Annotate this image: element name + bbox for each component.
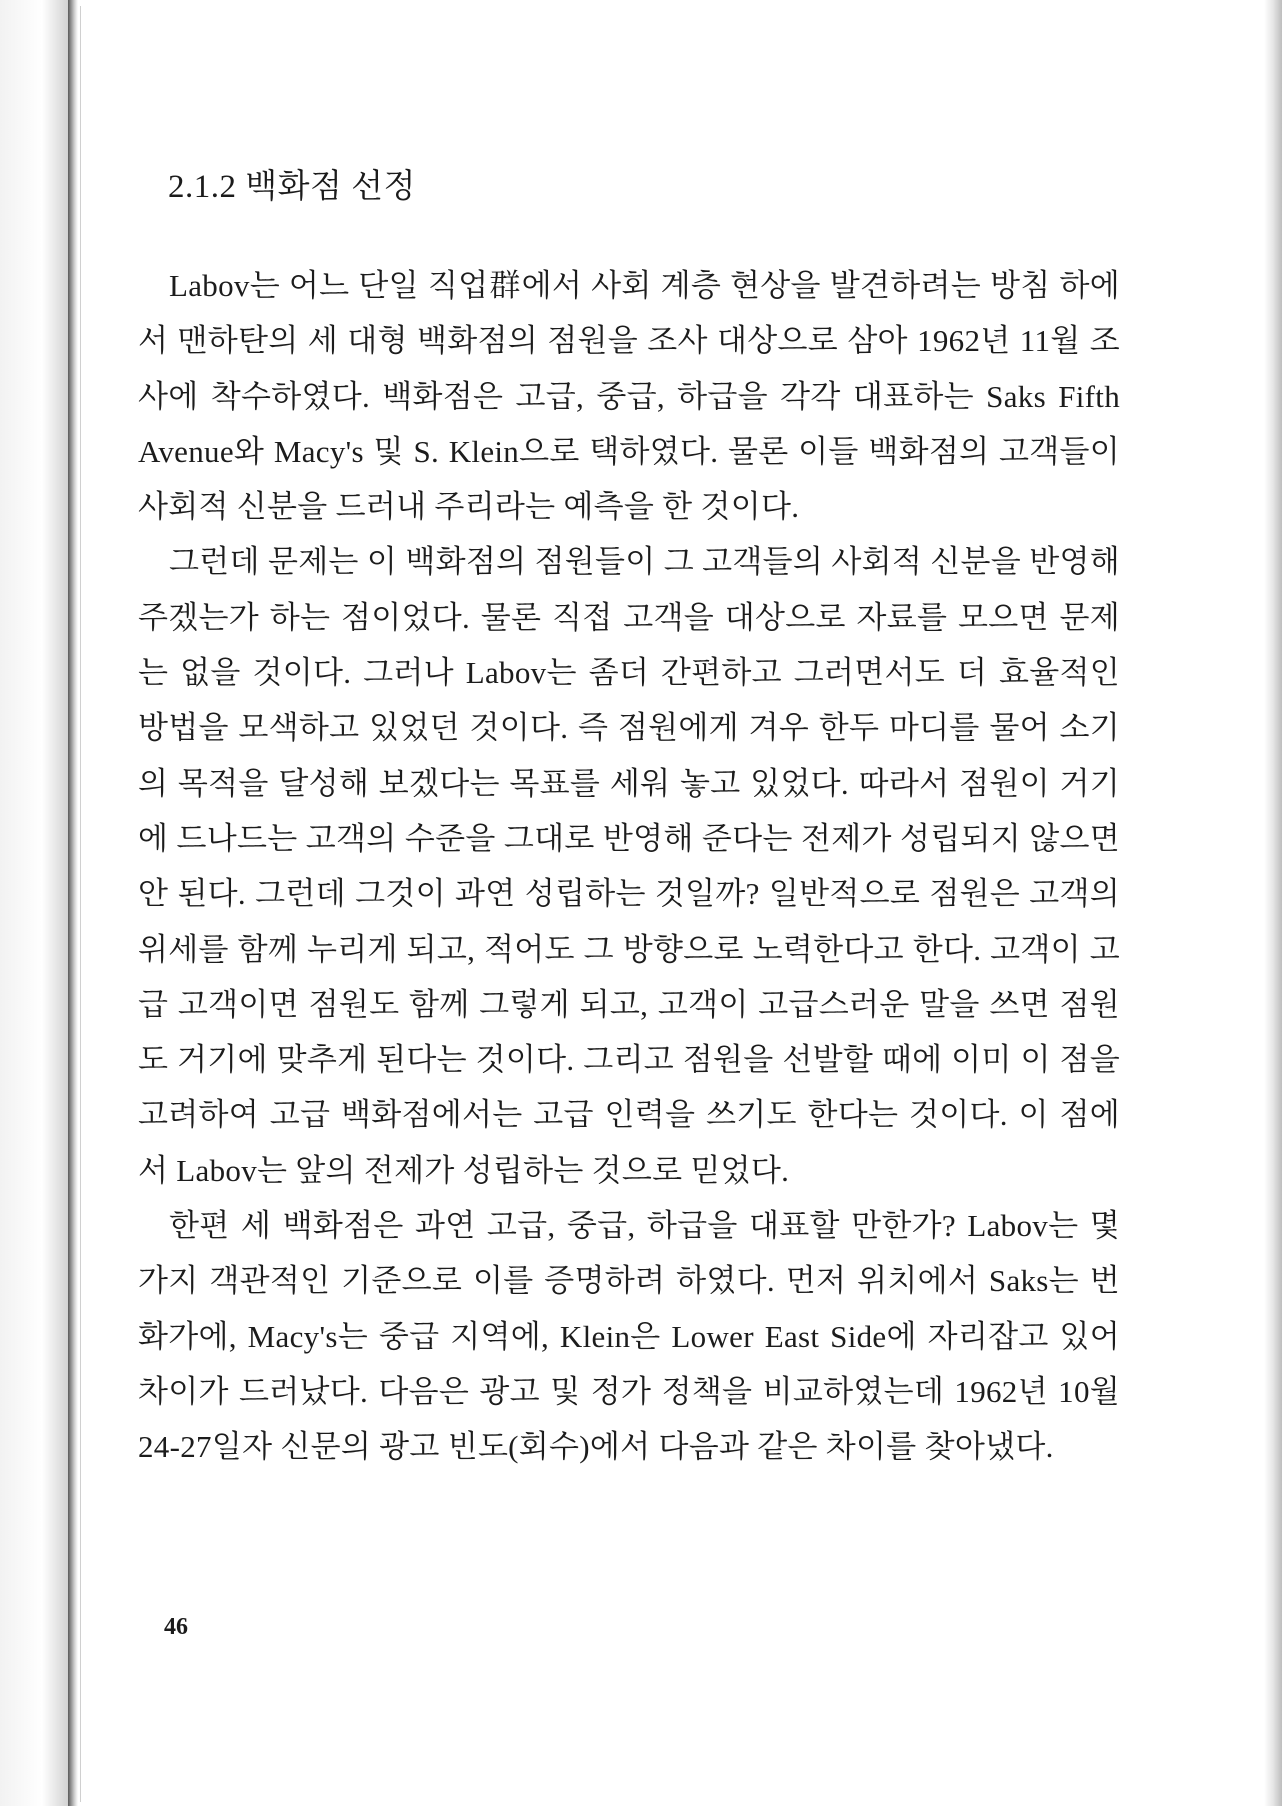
section-heading: 2.1.2 백화점 선정 (168, 169, 416, 205)
paragraph-store-selection-method: Labov는 어느 단일 직업群에서 사회 계층 현상을 발견하려는 방침 하에서 맨하탄의 세 대형 백화점의 점원을 조사 대상으로 삼아 1962년 11월 조사에 착수하였다. 백화점은 고급, 중급, 하급을 각각 대표하는 Saks Fifth Avenue와 Macy's 및 S. Klein으로 택하였다. 물론 이들 백화점의 고객들이 사회적 신분을 드러내 주리라는 예측을 한 것이다. (138, 268, 1120, 525)
page-number: 46 (164, 1614, 188, 1640)
book-binding-edge (68, 0, 78, 1806)
body-text (138, 258, 1120, 1475)
page-outer-edge (0, 0, 70, 1806)
page-right-edge (1264, 0, 1282, 1806)
paragraph-store-ranking-evidence: 한편 세 백화점은 과연 고급, 중급, 하급을 대표할 만한가? Labov는 몇 가지 객관적인 기준으로 이를 증명하려 하였다. 먼저 위치에서 Saks는 번화가에, Macy's는 중급 지역에, Klein은 Lower East Side에 자리잡고 있어 차이가 드러났다. 다음은 광고 및 정가 정책을 비교하였는데 1962년 10월 24-27일자 신문의 광고 빈도(회수)에서 다음과 같은 차이를 찾아냈다. (138, 1208, 1120, 1465)
paragraph-clerk-reflection-premise: 그런데 문제는 이 백화점의 점원들이 그 고객들의 사회적 신분을 반영해 주겠는가 하는 점이었다. 물론 직접 고객을 대상으로 자료를 모으면 문제는 없을 것이다. 그러나 Labov는 좀더 간편하고 그러면서도 더 효율적인 방법을 모색하고 있었던 것이다. 즉 점원에게 겨우 한두 마디를 물어 소기의 목적을 달성해 보겠다는 목표를 세워 놓고 있었다. 따라서 점원이 거기에 드나드는 고객의 수준을 그대로 반영해 준다는 전제가 성립되지 않으면 안 된다. 그런데 그것이 과연 성립하는 것일까? 일반적으로 점원은 고객의 위세를 함께 누리게 되고, 적어도 그 방향으로 노력한다고 한다. 고객이 고급 고객이면 점원도 함께 그렇게 되고, 고객이 고급스러운 말을 쓰면 점원도 거기에 맞추게 된다는 것이다. 그리고 점원을 선발할 때에 이미 이 점을 고려하여 고급 백화점에서는 고급 인력을 쓰기도 한다는 것이다. 이 점에서 Labov는 앞의 전제가 성립하는 것으로 믿었다. (138, 544, 1120, 1188)
